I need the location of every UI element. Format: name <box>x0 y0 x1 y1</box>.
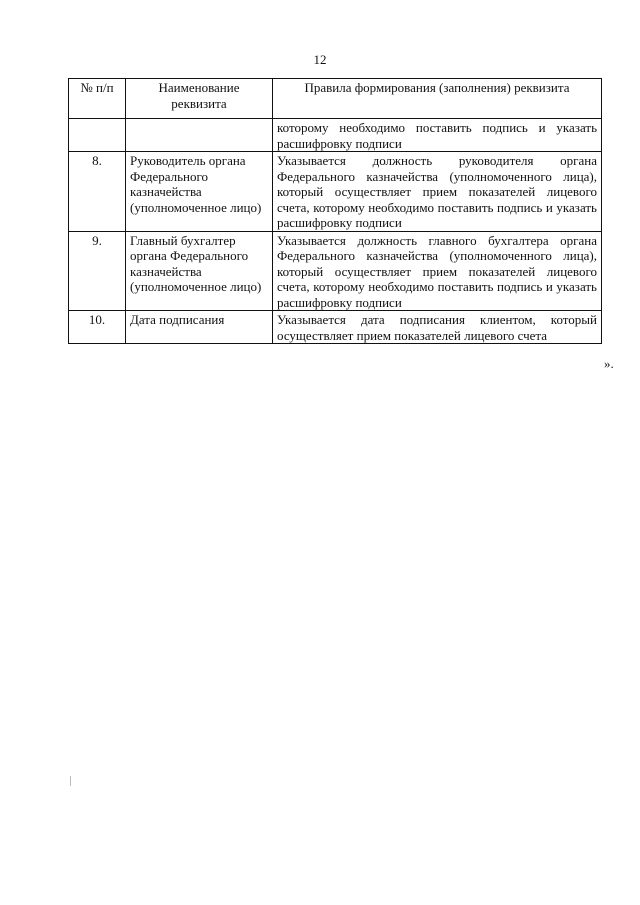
requisites-table <box>68 78 602 344</box>
row-name <box>126 119 273 152</box>
table-row <box>69 311 602 344</box>
row-rule: Указывается должность руководителя органа Федерального казначейства (уполномоченного лица), который осуществляет прием показателей лицевого счета, которому необходимо поставить подпись и указать расшифровку подписи <box>273 152 602 232</box>
row-num: 8. <box>69 152 126 232</box>
row-rule: которому необходимо поставить подпись и указать расшифровку подписи <box>273 119 602 152</box>
table-row <box>69 231 602 311</box>
row-name: Главный бухгалтер органа Федерального казначейства (уполномоченное лицо) <box>126 231 273 311</box>
row-num <box>69 119 126 152</box>
table-row <box>69 119 602 152</box>
row-rule: Указывается должность главного бухгалтера органа Федерального казначейства (уполномоченного лица), который осуществляет прием показателей лицевого счета, которому необходимо поставить подпись и указать расшифровку подписи <box>273 231 602 311</box>
row-name: Руководитель органа Федерального казначейства (уполномоченное лицо) <box>126 152 273 232</box>
row-rule: Указывается дата подписания клиентом, который осуществляет прием показателей лицевого счета <box>273 311 602 344</box>
row-num: 9. <box>69 231 126 311</box>
header-name: Наименование реквизита <box>126 79 273 119</box>
table-row <box>69 152 602 232</box>
scan-artifact <box>70 776 71 786</box>
page-number: 12 <box>313 52 327 67</box>
header-num: № п/п <box>69 79 126 119</box>
row-name: Дата подписания <box>126 311 273 344</box>
row-num: 10. <box>69 311 126 344</box>
header-rule: Правила формирования (заполнения) реквизита <box>273 79 602 119</box>
table-header-row <box>69 79 602 119</box>
closing-quote: ». <box>604 356 614 371</box>
